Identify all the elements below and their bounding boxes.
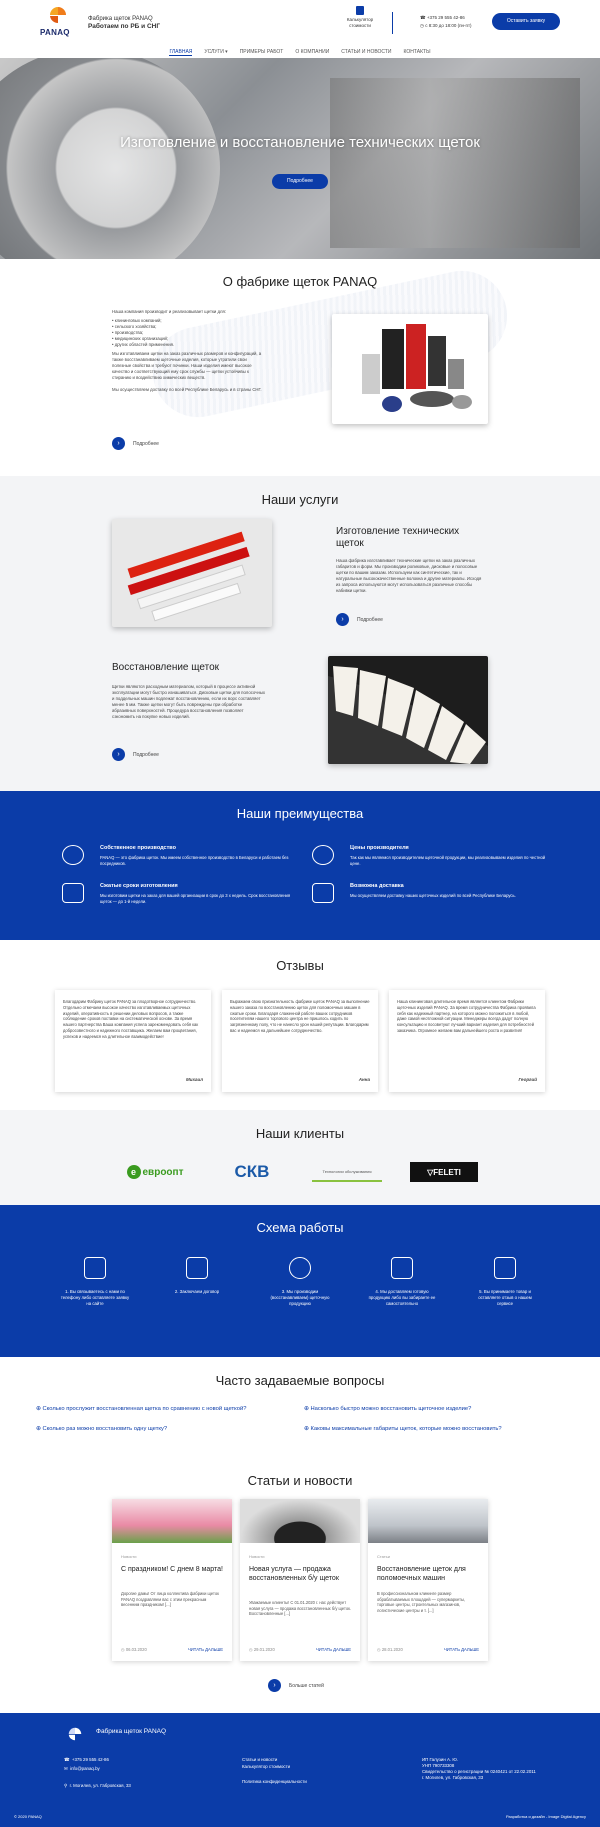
service-1-more-link[interactable]: › Подробнее	[336, 613, 383, 626]
request-button[interactable]: Оставить заявку	[492, 13, 560, 30]
news-card[interactable]: Новости Новая услуга — продажа восстановленных б/у щеток Уважаемые клиенты! С 01.01.2020 г. нас действует новая услуга — продажа восстановленных б/у щеток. Восстановленные [...] ◷ 29.01.2020 ЧИТАТЬ ДАЛЬШЕ	[240, 1499, 360, 1661]
faq-question[interactable]: ⊕ Сколько раз можно восстановить одну щетку?	[36, 1426, 168, 1432]
about-section	[0, 259, 600, 476]
reviews-title: Отзывы	[276, 958, 324, 973]
header-contacts	[420, 14, 472, 30]
service-1-text: Наша фабрика изготавливает технические щетки на заказ различных габаритов и форм. Мы производим роликовые, дисковые и полосовые щетки по вашим заказам. Используем как синтетические, так и натуральные высококачественные волокна и другие материалы. Исходя из запроса используются могут использоваться различные способы набивки щетки.	[336, 558, 482, 593]
clients-title: Наши клиенты	[255, 1126, 345, 1141]
news-date: ◷ 28.01.2020	[377, 1647, 403, 1652]
nav-contacts[interactable]: КОНТАКТЫ	[403, 49, 431, 55]
service-2-title: Восстановление щеток	[112, 662, 220, 673]
about-text: Наша компания производит и реализовывает щетки для: • клининговых компаний; • сельского хозяйства; • производства; • медицинских организаций; • других областей применения. Мы изготавливаем щетки на заказ различных размеров и конфигураций, а также восстанавливаем щеточные изделия, которые утратили свои полезные свойства и требуют починки. Наши изделия имеют высокое качество и соответствующий ему срок службы — щетки устойчивы к стиранию и воздействию химических веществ. Мы осуществляем доставку по всей Республике Беларусь и в страны СНГ.	[112, 309, 262, 393]
scheme-step: 1. Вы связываетесь с нами по телефону либо оставляете заявку на сайте	[60, 1257, 130, 1307]
copyright: © 2020 PANAQ	[14, 1814, 42, 1819]
hero-more-button[interactable]: Подробнее	[272, 174, 328, 189]
site-footer	[0, 1713, 600, 1827]
faq-title: Часто задаваемые вопросы	[215, 1373, 385, 1388]
hero-brush-image	[0, 58, 220, 259]
footer-logo-icon	[66, 1727, 84, 1741]
footer-link[interactable]: Калькулятор стоимости	[242, 1764, 291, 1769]
news-date: ◷ 06.03.2020	[121, 1647, 147, 1652]
tulips-image	[112, 1499, 232, 1543]
faq-question[interactable]: ⊕ Насколько быстро можно восстановить щеточное изделие?	[304, 1406, 472, 1412]
nav-about[interactable]: О КОМПАНИИ	[295, 49, 330, 55]
plus-icon: ⊕	[36, 1426, 43, 1432]
news-card[interactable]: Статьи Восстановление щеток для поломоечных машин В профессиональном клининге размер обрабатываемых площадей — супермаркеты, торговые центры, строительных магазинов, логистические центры и т. [...] ◷ 28.01.2020 ЧИТАТЬ ДАЛЬШЕ	[368, 1499, 488, 1661]
about-more-link[interactable]: › Подробнее	[112, 437, 159, 450]
handshake-icon	[494, 1257, 516, 1279]
review-card: Выражаем свою признательность фабрике щеток PANAQ за выполнение нашего заказа по восстановлению щеток для поломоечных машин в сжатые сроки. Благодаря слаженной работе ваших сотрудников посетителям нашего торгового центра не пришлось ходить по загрязненному полу, что не нанесло урон нашей репутации. Благодарим вас и надеемся на дальнейшее сотрудничество. Анна	[222, 990, 378, 1092]
service-1-title: Изготовление технических щеток	[336, 526, 460, 549]
about-title: О фабрике щеток PANAQ	[222, 274, 378, 289]
client-logo-tekhnologii: Технологии обслуживания	[312, 1162, 382, 1182]
calculator-link[interactable]: Калькулятор стоимости	[340, 6, 380, 29]
news-title: Статьи и новости	[247, 1473, 353, 1488]
client-logo-feleti: ▽ FELETI	[410, 1162, 478, 1182]
site-header	[0, 0, 600, 46]
nav-home[interactable]: ГЛАВНАЯ	[169, 48, 193, 55]
footer-phone[interactable]: ☎ +375 29 555 42-86	[64, 1757, 109, 1762]
footer-link[interactable]: Статьи и новости	[242, 1757, 278, 1762]
scheme-step: 2. Заключаем договор	[162, 1257, 232, 1295]
hero-title: Изготовление и восстановление технических щеток	[120, 134, 480, 151]
services-title: Наши услуги	[261, 492, 339, 507]
phone-link[interactable]: ☎ +375 29 555 42-86	[420, 15, 465, 20]
delivery-truck-icon	[312, 883, 334, 903]
divider	[392, 12, 393, 34]
client-logo-evroopt: е евроопт	[120, 1162, 190, 1182]
scheme-step: 3. Мы производим (восстанавливаем) щеточную продукцию	[265, 1257, 335, 1307]
read-more-link[interactable]: ЧИТАТЬ ДАЛЬШЕ	[315, 1647, 351, 1652]
hero-banner	[0, 58, 600, 259]
news-date: ◷ 29.01.2020	[249, 1647, 275, 1652]
developer-link[interactable]: Разработка и дизайн - Image Digital Agency	[506, 1814, 586, 1819]
sun-logo-icon	[48, 6, 68, 24]
footer-brand: Фабрика щеток PANAQ	[96, 1728, 167, 1735]
phone-icon	[84, 1257, 106, 1279]
gear-icon	[289, 1257, 311, 1279]
header-tagline: Фабрика щеток PANAQ Работаем по РБ и СНГ	[88, 16, 161, 30]
faq-question[interactable]: ⊕ Сколько прослужит восстановленная щетка по сравнению с новой щеткой?	[36, 1406, 247, 1412]
clients-section	[0, 1110, 600, 1205]
plus-icon: ⊕	[36, 1406, 43, 1412]
plus-icon: ⊕	[304, 1426, 311, 1432]
brush-image	[240, 1499, 360, 1543]
scheme-title: Схема работы	[256, 1220, 344, 1235]
arrow-right-icon: ›	[112, 748, 125, 761]
footer-requisites: ИП Галузин А. Ю. УНП 790733308 Свидетельство о регистрации № 0240421 от 22.02.2011 г. Могилев, ул. Габровская, 33	[422, 1757, 536, 1780]
advantages-section: Наши преимущества Собственное производство PANAQ — это фабрика щеток. Мы имеем собственное производство в Беларуси и работаем без посредников. Цены производителя Так как мы являемся производителем щеточной продукции, мы реализовываем изделия по честной цене. Сжатые сроки изготовления Мы изготовим щетки на заказ для вашей организации в срок до 3 х недель. Срок восстановления щеток — до 1-й недели. Возможна доставка Мы осуществляем доставку наших щеточных изделий по всей Республике Беларусь.	[0, 791, 600, 940]
scheme-step: 5. Вы принимаете товар и оставляете отзыв о нашем сервисе	[470, 1257, 540, 1307]
hero-machine-image	[330, 78, 580, 248]
footer-email[interactable]: ✉ info@panaq.by	[64, 1766, 100, 1771]
logo[interactable]	[40, 6, 76, 40]
about-brushes-photo	[332, 314, 488, 424]
coins-stack-icon	[312, 845, 334, 865]
main-nav	[0, 46, 600, 58]
news-section	[0, 1457, 600, 1713]
work-scheme-section	[0, 1205, 600, 1357]
about-list: • клининговых компаний; • сельского хозяйства; • производства; • медицинских организаций; • других областей применения.	[112, 318, 262, 348]
arrow-right-icon: ›	[112, 437, 125, 450]
news-card[interactable]: Новости С праздником! С днем 8 марта! Дорогие дамы! От лица коллектива фабрики щеток PANAQ поздравляем вас с этим прекрасным весенним праздником! [...] ◷ 06.03.2020 ЧИТАТЬ ДАЛЬШЕ	[112, 1499, 232, 1661]
contract-icon	[186, 1257, 208, 1279]
coins-icon	[62, 845, 84, 865]
client-logo-skv: СКВ	[234, 1162, 270, 1181]
service-2-text: Щетки являются расходным материалом, который в процессе активной эксплуатации могут быстро изнашиваться. Дисковые щетки для полосочных и поддельных машин подлежат восстановлению, если их ворс составляет менее 5 мм. Также щетки могут быть повреждены при обработке абразивных поверхностей. Процедура восстановления позволяет сэкономить на покупке новых изделий.	[112, 684, 266, 719]
read-more-link[interactable]: ЧИТАТЬ ДАЛЬШЕ	[187, 1647, 223, 1652]
rollers-photo	[112, 519, 272, 627]
reviews-section	[0, 940, 600, 1110]
footer-address: ⚲ г. Могилев, ул. Габровская, 33	[64, 1783, 131, 1788]
nav-news[interactable]: СТАТЬИ И НОВОСТИ	[341, 49, 392, 55]
services-section	[0, 476, 600, 791]
logo-text: PANAQ	[40, 28, 70, 37]
restoration-photo	[328, 656, 488, 764]
floor-machine-image	[368, 1499, 488, 1543]
faq-question[interactable]: ⊕ Каковы максимальные габариты щеток, которые можно восстановить?	[304, 1426, 502, 1432]
work-hours: ◷ с 8:30 до 18:00 (пн-пт)	[420, 23, 472, 28]
footer-link[interactable]: Политика конфиденциальности	[242, 1779, 307, 1784]
review-card: Наша клининговая длительное время является клиентом Фабрики щеточных изделий PANAQ. За время сотрудничества Фабрика проявила себя как надежный партнер, на которого можно положиться в любой, даже самой неотложной ситуации. Менеджеры всегда дадут полную консультацию и посоветуют лучший вариант изделия для потребностей заказчика. Огромное желаем вам дальнейшего роста и развития! Георгий	[389, 990, 545, 1092]
calendar-icon	[62, 883, 84, 903]
more-articles-link[interactable]: › Больше статей	[268, 1679, 324, 1692]
plus-icon: ⊕	[304, 1406, 311, 1412]
advantages-title: Наши преимущества	[236, 806, 364, 821]
delivery-truck-icon	[391, 1257, 413, 1279]
nav-services[interactable]: УСЛУГИ ▾	[204, 49, 228, 55]
scheme-step: 4. Мы доставляем готовую продукцию либо вы забираете ее самостоятельно	[367, 1257, 437, 1307]
arrow-right-icon: ›	[268, 1679, 281, 1692]
faq-section	[0, 1357, 600, 1457]
read-more-link[interactable]: ЧИТАТЬ ДАЛЬШЕ	[443, 1647, 479, 1652]
calculator-icon	[356, 6, 364, 15]
review-card: Благодарим Фабрику щеток PANAQ за плодотворное сотрудничество. Отдельно отмечаем высокое качество изготавливаемых щеточных изделий, оперативность в решении деловых вопросов, а также соблюдение сроков поставки на систематической основе. За время нашего партнерства Ваша компания успела зарекомендовать себя как добросовестного и надежного поставщика. Желаем вам процветания, успехов и надеемся на длительное взаимодействие! Михаил	[55, 990, 211, 1092]
service-2-more-link[interactable]: › Подробнее	[112, 748, 159, 761]
nav-portfolio[interactable]: ПРИМЕРЫ РАБОТ	[239, 49, 284, 55]
arrow-right-icon: ›	[336, 613, 349, 626]
